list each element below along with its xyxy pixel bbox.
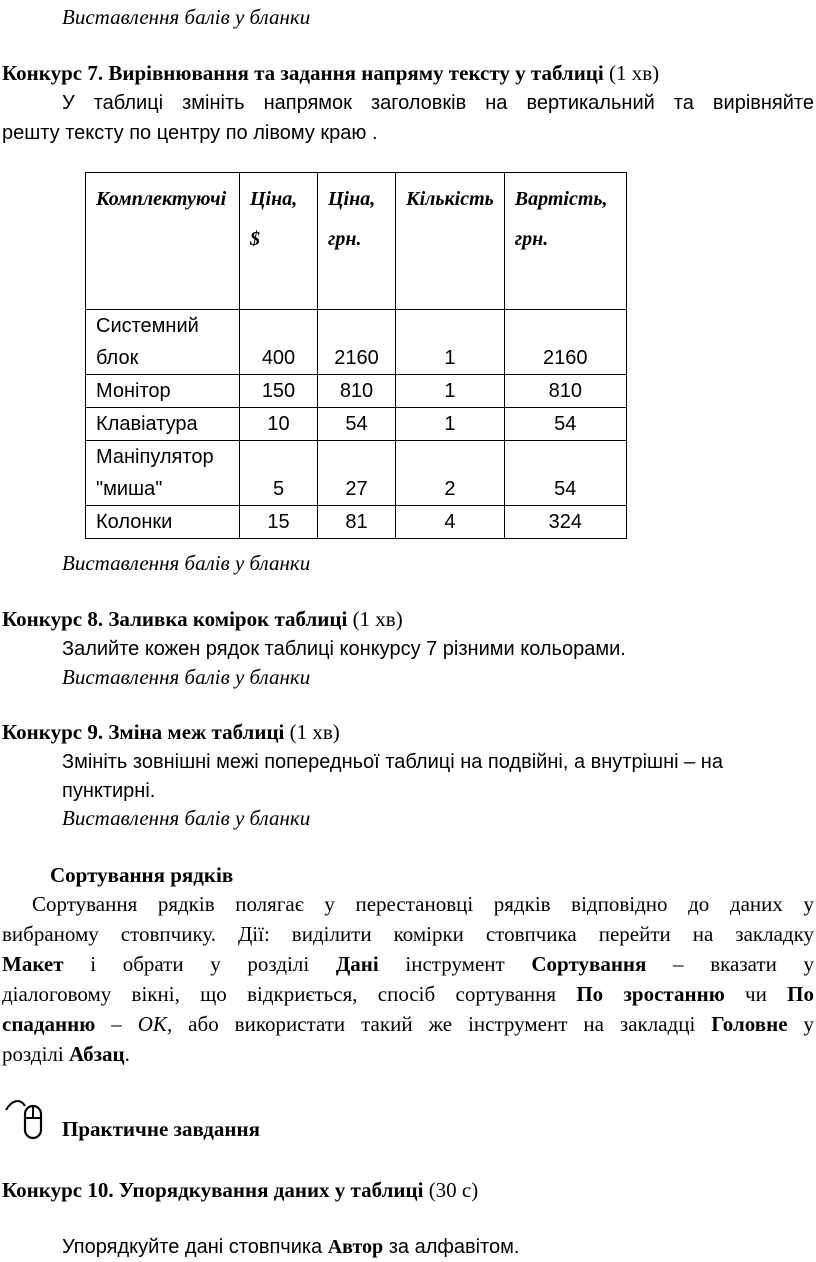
table-cell: 810 <box>318 375 396 408</box>
bold-term: По зростанню <box>576 982 725 1006</box>
table-cell: 1 <box>396 310 505 375</box>
text-span: у <box>787 1012 815 1036</box>
contest-7-title <box>2 58 659 88</box>
table-cell: 150 <box>240 375 318 408</box>
mouse-icon <box>4 1096 44 1142</box>
contest-10-title <box>2 1175 478 1205</box>
italic-term: OK, <box>137 1012 173 1036</box>
table-cell: 81 <box>318 506 396 539</box>
text-span: – вказати у <box>646 952 814 976</box>
score-note: Виставлення балів у бланки <box>62 806 311 830</box>
sorting-paragraph-line: вибраному стовпчику. Дії: виділити комірки стовпчика перейти на закладку <box>2 922 814 946</box>
sorting-paragraph-line <box>2 1039 130 1069</box>
bold-term: Макет <box>2 952 64 976</box>
table-cell: Колонки <box>86 506 240 539</box>
table-row <box>86 375 627 408</box>
contest-10-text <box>62 1232 519 1262</box>
table-cell: 2160 <box>318 310 396 375</box>
table-cell: 2160 <box>504 310 626 375</box>
table-cell: Маніпулятор "миша" <box>86 441 240 506</box>
table-cell: 27 <box>318 441 396 506</box>
table-row <box>86 441 627 506</box>
contest-9-title-bold: Конкурс 9. Зміна меж таблиці <box>2 720 285 744</box>
table-row <box>86 408 627 441</box>
contest-10-time: (30 с) <box>423 1178 479 1202</box>
text-span: і обрати у розділі <box>63 952 336 976</box>
text-span: інструмент <box>378 952 532 976</box>
table-header-cell: Вартість, грн. <box>504 173 626 310</box>
text-span: або використати такий же інструмент на закладці <box>172 1012 712 1036</box>
bold-term: По <box>787 982 814 1006</box>
sorting-paragraph-line <box>2 979 814 1009</box>
table-header-cell: Ціна, $ <box>240 173 318 310</box>
contest-7-text-line1: У таблиці змініть напрямок заголовків на вертикальний та вирівняйте <box>62 92 814 114</box>
table-row <box>86 506 627 539</box>
table-cell: 54 <box>504 441 626 506</box>
table-header-cell: Комплектуючі <box>86 173 240 310</box>
bold-term: Автор <box>327 1236 384 1258</box>
text-span: за алфавітом. <box>383 1236 520 1258</box>
contest-7-title-bold: Конкурс 7. Вирівнювання та задання напряму тексту у таблиці <box>2 61 604 85</box>
table-cell: Системний блок <box>86 310 240 375</box>
text-span: Упорядкуйте дані стовпчика <box>62 1236 328 1258</box>
score-note: Виставлення балів у бланки <box>62 5 311 29</box>
table-cell: 15 <box>240 506 318 539</box>
sorting-paragraph-line: Сортування рядків полягає у перестановці рядків відповідно до даних у <box>32 892 814 916</box>
sorting-heading: Сортування рядків <box>50 863 234 887</box>
contest-8-text: Залийте кожен рядок таблиці конкурсу 7 різними кольорами. <box>62 638 626 660</box>
contest-10-title-bold: Конкурс 10. Упорядкування даних у таблиці <box>2 1178 424 1202</box>
table-cell: 2 <box>396 441 505 506</box>
table-header-cell: Кількість <box>396 173 505 310</box>
sorting-paragraph-line <box>2 1009 814 1039</box>
table-cell: 1 <box>396 375 505 408</box>
score-note: Виставлення балів у бланки <box>62 665 311 689</box>
contest-8-time: (1 хв) <box>347 607 403 631</box>
table-header-cell: Ціна, грн. <box>318 173 396 310</box>
table-cell: 5 <box>240 441 318 506</box>
text-span: діалоговому вікні, що відкриється, спосіб сортування <box>2 982 577 1006</box>
contest-8-title <box>2 604 403 634</box>
bold-term: Дані <box>335 952 379 976</box>
text-span: розділі <box>2 1042 69 1066</box>
table-cell: 810 <box>504 375 626 408</box>
table-header-row <box>86 173 627 310</box>
table-cell: Монітор <box>86 375 240 408</box>
contest-9-title <box>2 717 340 747</box>
text-span: – <box>95 1012 138 1036</box>
text-span: . <box>124 1042 130 1066</box>
bold-term: спаданню <box>2 1012 96 1036</box>
components-table <box>85 172 627 539</box>
text-span: чи <box>724 982 788 1006</box>
table-cell: Клавіатура <box>86 408 240 441</box>
table-cell: 10 <box>240 408 318 441</box>
contest-8-title-bold: Конкурс 8. Заливка комірок таблиці <box>2 607 348 631</box>
table-row <box>86 310 627 375</box>
bold-term: Абзац <box>69 1042 125 1066</box>
bold-term: Сортування <box>531 952 647 976</box>
table-cell: 400 <box>240 310 318 375</box>
contest-7-text-line2: решту тексту по центру по лівому краю . <box>2 122 378 144</box>
table-cell: 54 <box>504 408 626 441</box>
contest-9-text-line2: пунктирні. <box>62 780 156 802</box>
table-cell: 4 <box>396 506 505 539</box>
table-cell: 54 <box>318 408 396 441</box>
score-note: Виставлення балів у бланки <box>62 551 311 575</box>
contest-9-time: (1 хв) <box>284 720 340 744</box>
contest-7-time: (1 хв) <box>603 61 660 85</box>
table-cell: 324 <box>504 506 626 539</box>
sorting-paragraph-line <box>2 949 814 979</box>
table-cell: 1 <box>396 408 505 441</box>
contest-9-text-line1: Змініть зовнішні межі попередньої таблиці на подвійні, а внутрішні – на <box>62 751 723 773</box>
practical-task-title: Практичне завдання <box>62 1117 260 1141</box>
bold-term: Головне <box>711 1012 788 1036</box>
